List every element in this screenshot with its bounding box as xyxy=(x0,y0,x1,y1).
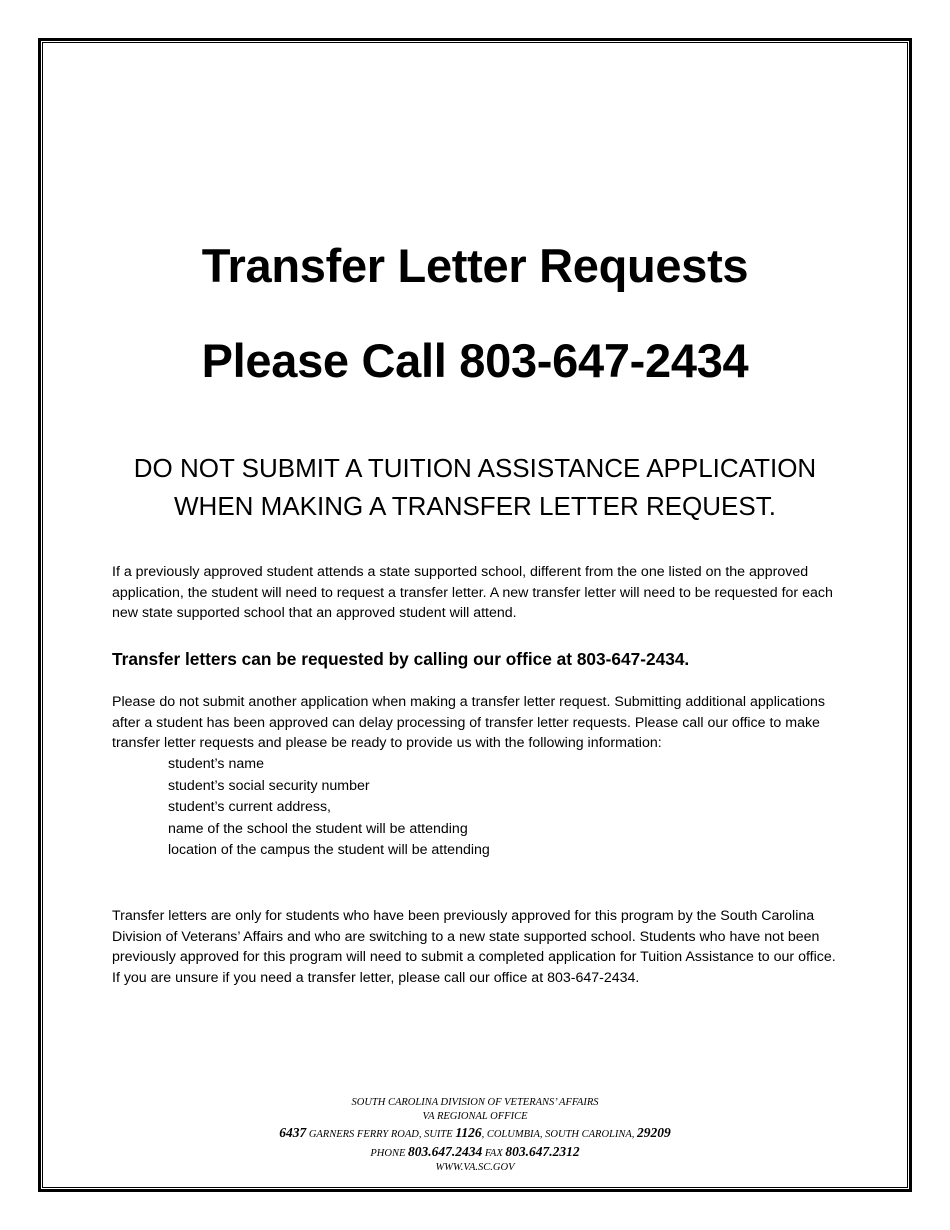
fax-number: 803.647.2312 xyxy=(505,1144,580,1159)
fax-label: FAX xyxy=(484,1148,503,1159)
footer-contact xyxy=(0,1145,950,1161)
list-item: location of the campus the student will be attending xyxy=(168,842,490,859)
phone-heading: Please Call 803-647-2434 xyxy=(201,334,749,387)
page-title: Transfer Letter Requests xyxy=(201,239,749,292)
eligibility-paragraph: Transfer letters are only for students who have been previously approved for this program by the South Carolina Division of Veterans’ Affairs and who are switching to a new state supported school. Students who have not been previously approved for this program will need to submit a completed application for Tuition Assistance to our office. If you are unsure if you need a transfer letter, please call our office at 803-647-2434. xyxy=(112,908,836,987)
intro-paragraph: If a previously approved student attends a state supported school, different from the one listed on the approved application, the student will need to request a transfer letter. A new transfer letter will need to be requested for each new state supported school that an approved student will attend. xyxy=(112,564,833,622)
city-state: , COLUMBIA, SOUTH CAROLINA, xyxy=(481,1129,635,1140)
warning-line-2: WHEN MAKING A TRANSFER LETTER REQUEST. xyxy=(174,491,776,521)
request-paragraph: Please do not submit another application when making a transfer letter request. Submitting additional applications after a student has been approved can delay processing of transfer letter requests. Please call our office to make transfer letter requests and please be ready to provide us with the following information: xyxy=(112,694,825,752)
list-item: name of the school the student will be attending xyxy=(168,820,468,837)
footer-org: SOUTH CAROLINA DIVISION OF VETERANS’ AFFAIRS xyxy=(351,1097,599,1108)
footer-office: VA REGIONAL OFFICE xyxy=(422,1110,528,1122)
phone-label: PHONE xyxy=(370,1148,406,1159)
list-item: student’s name xyxy=(168,756,264,773)
warning-notice xyxy=(0,449,950,525)
street: GARNERS FERRY ROAD, SUITE xyxy=(308,1129,453,1140)
zip-code: 29209 xyxy=(637,1125,671,1140)
footer-address xyxy=(0,1123,950,1145)
list-item: student’s current address, xyxy=(168,799,331,816)
suite-number: 1126 xyxy=(455,1125,482,1140)
request-instructions xyxy=(112,692,842,862)
footer-website: WWW.VA.SC.GOV xyxy=(435,1162,515,1173)
phone-number: 803.647.2434 xyxy=(407,1144,483,1159)
list-item: student’s social security number xyxy=(168,777,370,794)
street-number: 6437 xyxy=(279,1125,307,1140)
call-instruction: Transfer letters can be requested by calling our office at 803-647-2434. xyxy=(112,649,690,669)
required-info-list xyxy=(112,754,842,862)
warning-line-1: DO NOT SUBMIT A TUITION ASSISTANCE APPLICATION xyxy=(133,453,817,483)
footer xyxy=(0,1096,950,1175)
